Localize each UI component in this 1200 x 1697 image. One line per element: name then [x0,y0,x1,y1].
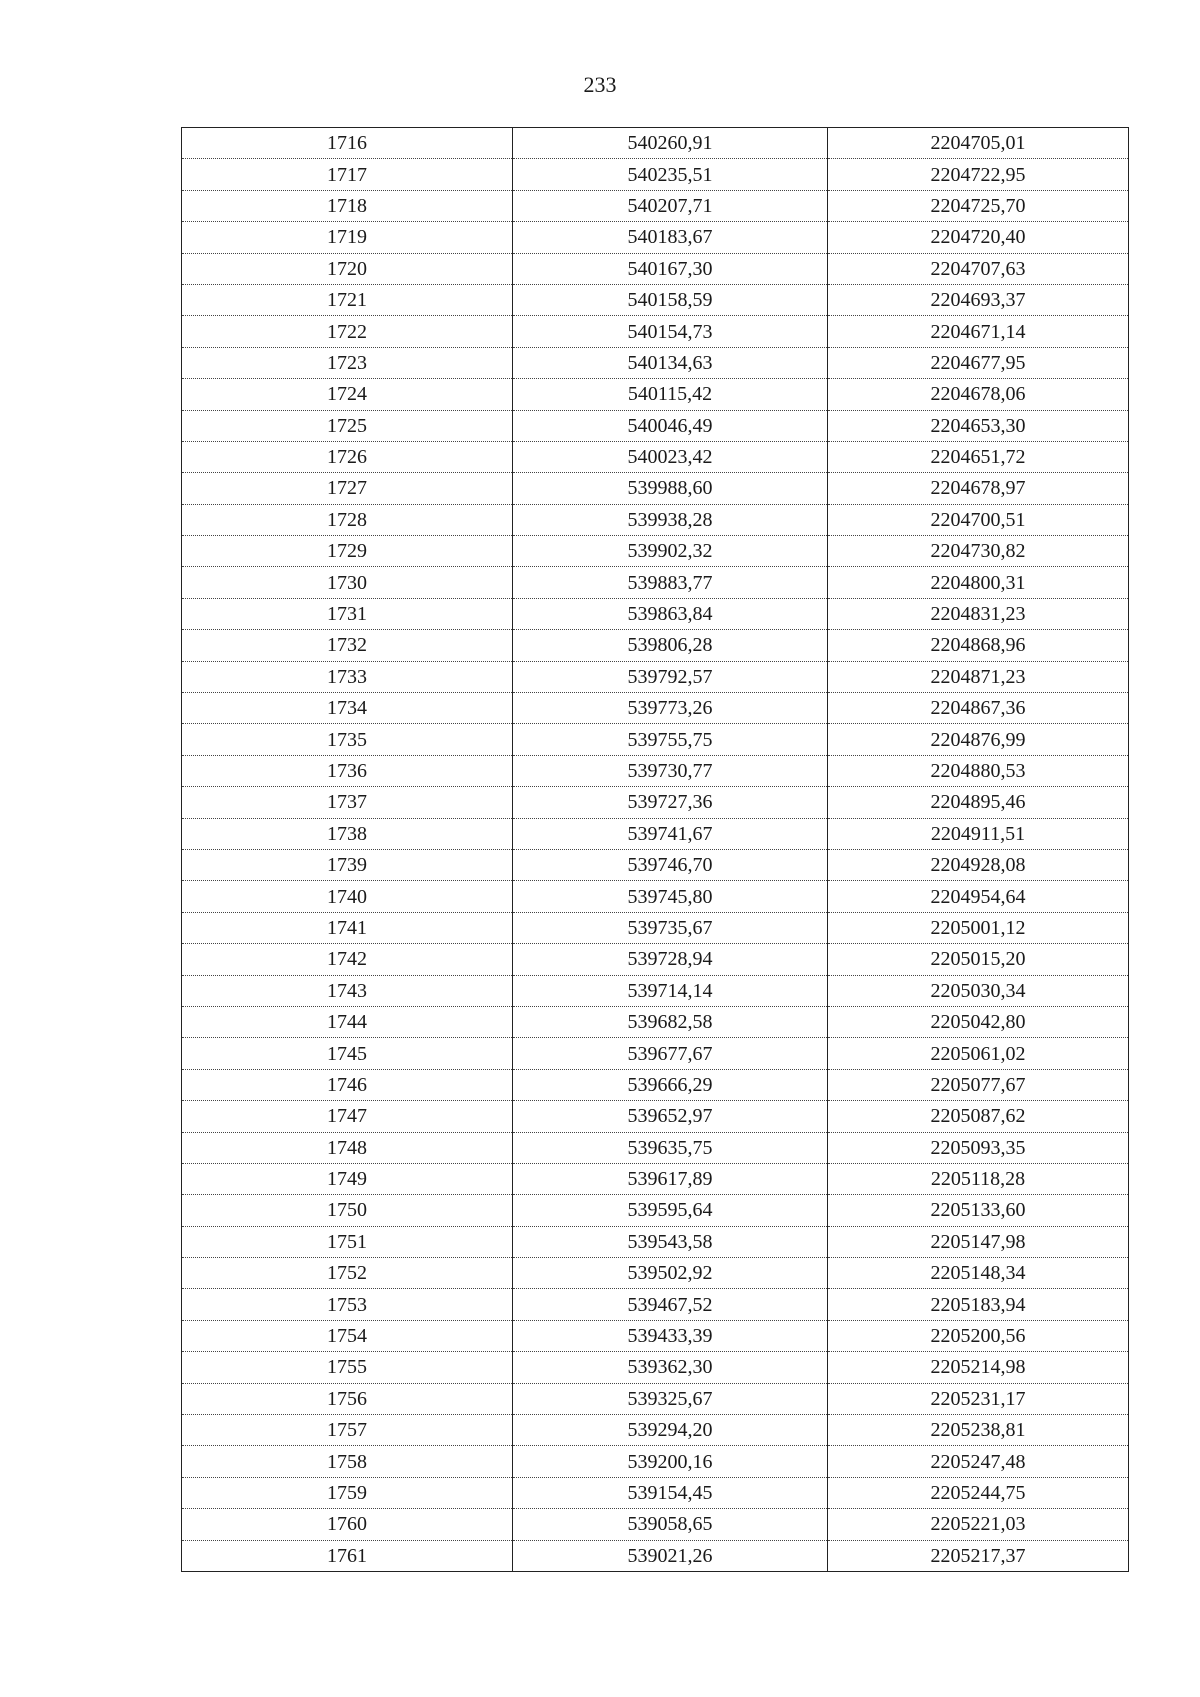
y-coordinate-cell: 2204928,08 [828,849,1129,880]
x-coordinate-cell: 539502,92 [513,1258,828,1289]
table-row [182,441,1129,472]
x-coordinate-cell: 539745,80 [513,881,828,912]
x-coordinate-cell: 540183,67 [513,222,828,253]
point-number-cell: 1716 [182,128,513,159]
point-number-cell: 1741 [182,912,513,943]
point-number-cell: 1746 [182,1069,513,1100]
point-number-cell: 1756 [182,1383,513,1414]
point-number-cell: 1719 [182,222,513,253]
y-coordinate-cell: 2205147,98 [828,1226,1129,1257]
table-row [182,1509,1129,1540]
point-number-cell: 1718 [182,190,513,221]
point-number-cell: 1734 [182,693,513,724]
table-row [182,253,1129,284]
table-row [182,630,1129,661]
point-number-cell: 1755 [182,1352,513,1383]
table-row [182,693,1129,724]
page-number: 233 [583,72,617,97]
y-coordinate-cell: 2204725,70 [828,190,1129,221]
x-coordinate-cell: 539741,67 [513,818,828,849]
point-number-cell: 1733 [182,661,513,692]
table-row [182,1383,1129,1414]
table-row [182,567,1129,598]
y-coordinate-cell: 2205077,67 [828,1069,1129,1100]
y-coordinate-cell: 2204653,30 [828,410,1129,441]
table-row [182,1477,1129,1508]
table-row [182,1101,1129,1132]
point-number-cell: 1753 [182,1289,513,1320]
point-number-cell: 1720 [182,253,513,284]
coordinates-table-body [182,128,1129,1572]
table-row [182,1006,1129,1037]
y-coordinate-cell: 2204868,96 [828,630,1129,661]
table-row [182,912,1129,943]
point-number-cell: 1743 [182,975,513,1006]
x-coordinate-cell: 539635,75 [513,1132,828,1163]
x-coordinate-cell: 540260,91 [513,128,828,159]
x-coordinate-cell: 539325,67 [513,1383,828,1414]
y-coordinate-cell: 2204693,37 [828,284,1129,315]
table-row [182,1226,1129,1257]
point-number-cell: 1732 [182,630,513,661]
point-number-cell: 1721 [182,284,513,315]
point-number-cell: 1757 [182,1415,513,1446]
x-coordinate-cell: 539728,94 [513,944,828,975]
table-row [182,1258,1129,1289]
point-number-cell: 1754 [182,1320,513,1351]
table-row [182,379,1129,410]
table-row [182,128,1129,159]
point-number-cell: 1749 [182,1163,513,1194]
table-row [182,504,1129,535]
x-coordinate-cell: 540235,51 [513,159,828,190]
table-row [182,1195,1129,1226]
table-row [182,316,1129,347]
table-row [182,222,1129,253]
x-coordinate-cell: 539746,70 [513,849,828,880]
table-row [182,1446,1129,1477]
y-coordinate-cell: 2204707,63 [828,253,1129,284]
point-number-cell: 1759 [182,1477,513,1508]
x-coordinate-cell: 539727,36 [513,787,828,818]
y-coordinate-cell: 2205061,02 [828,1038,1129,1069]
table-row [182,818,1129,849]
coordinates-table [181,127,1129,1572]
point-number-cell: 1725 [182,410,513,441]
point-number-cell: 1722 [182,316,513,347]
y-coordinate-cell: 2204831,23 [828,598,1129,629]
x-coordinate-cell: 540154,73 [513,316,828,347]
point-number-cell: 1727 [182,473,513,504]
point-number-cell: 1737 [182,787,513,818]
y-coordinate-cell: 2205087,62 [828,1101,1129,1132]
x-coordinate-cell: 539755,75 [513,724,828,755]
table-row [182,1163,1129,1194]
y-coordinate-cell: 2204700,51 [828,504,1129,535]
point-number-cell: 1736 [182,755,513,786]
x-coordinate-cell: 540167,30 [513,253,828,284]
y-coordinate-cell: 2205148,34 [828,1258,1129,1289]
point-number-cell: 1738 [182,818,513,849]
y-coordinate-cell: 2205118,28 [828,1163,1129,1194]
y-coordinate-cell: 2205238,81 [828,1415,1129,1446]
x-coordinate-cell: 539714,14 [513,975,828,1006]
point-number-cell: 1726 [182,441,513,472]
table-row [182,661,1129,692]
table-row [182,1540,1129,1571]
x-coordinate-cell: 539902,32 [513,536,828,567]
x-coordinate-cell: 540134,63 [513,347,828,378]
point-number-cell: 1750 [182,1195,513,1226]
x-coordinate-cell: 540115,42 [513,379,828,410]
y-coordinate-cell: 2204722,95 [828,159,1129,190]
table-row [182,944,1129,975]
y-coordinate-cell: 2205133,60 [828,1195,1129,1226]
y-coordinate-cell: 2204671,14 [828,316,1129,347]
point-number-cell: 1745 [182,1038,513,1069]
x-coordinate-cell: 539730,77 [513,755,828,786]
table-row [182,1132,1129,1163]
point-number-cell: 1761 [182,1540,513,1571]
table-row [182,1289,1129,1320]
y-coordinate-cell: 2205247,48 [828,1446,1129,1477]
table-row [182,787,1129,818]
x-coordinate-cell: 539543,58 [513,1226,828,1257]
point-number-cell: 1717 [182,159,513,190]
x-coordinate-cell: 539362,30 [513,1352,828,1383]
point-number-cell: 1752 [182,1258,513,1289]
x-coordinate-cell: 539467,52 [513,1289,828,1320]
x-coordinate-cell: 539773,26 [513,693,828,724]
x-coordinate-cell: 539735,67 [513,912,828,943]
y-coordinate-cell: 2204911,51 [828,818,1129,849]
y-coordinate-cell: 2205183,94 [828,1289,1129,1320]
y-coordinate-cell: 2204705,01 [828,128,1129,159]
table-row [182,1352,1129,1383]
y-coordinate-cell: 2205200,56 [828,1320,1129,1351]
x-coordinate-cell: 539595,64 [513,1195,828,1226]
table-row [182,190,1129,221]
table-row [182,473,1129,504]
y-coordinate-cell: 2204954,64 [828,881,1129,912]
y-coordinate-cell: 2204876,99 [828,724,1129,755]
y-coordinate-cell: 2204867,36 [828,693,1129,724]
table-row [182,975,1129,1006]
x-coordinate-cell: 539433,39 [513,1320,828,1351]
point-number-cell: 1747 [182,1101,513,1132]
table-row [182,724,1129,755]
x-coordinate-cell: 539863,84 [513,598,828,629]
point-number-cell: 1735 [182,724,513,755]
y-coordinate-cell: 2204895,46 [828,787,1129,818]
x-coordinate-cell: 539677,67 [513,1038,828,1069]
y-coordinate-cell: 2204871,23 [828,661,1129,692]
y-coordinate-cell: 2204730,82 [828,536,1129,567]
y-coordinate-cell: 2204678,06 [828,379,1129,410]
point-number-cell: 1729 [182,536,513,567]
x-coordinate-cell: 539200,16 [513,1446,828,1477]
table-row [182,849,1129,880]
y-coordinate-cell: 2205231,17 [828,1383,1129,1414]
x-coordinate-cell: 539792,57 [513,661,828,692]
y-coordinate-cell: 2204720,40 [828,222,1129,253]
x-coordinate-cell: 540158,59 [513,284,828,315]
table-row [182,881,1129,912]
table-row [182,755,1129,786]
y-coordinate-cell: 2205214,98 [828,1352,1129,1383]
table-row [182,1069,1129,1100]
x-coordinate-cell: 539988,60 [513,473,828,504]
point-number-cell: 1728 [182,504,513,535]
x-coordinate-cell: 539666,29 [513,1069,828,1100]
x-coordinate-cell: 539294,20 [513,1415,828,1446]
x-coordinate-cell: 539883,77 [513,567,828,598]
y-coordinate-cell: 2204880,53 [828,755,1129,786]
y-coordinate-cell: 2204677,95 [828,347,1129,378]
x-coordinate-cell: 539652,97 [513,1101,828,1132]
x-coordinate-cell: 539617,89 [513,1163,828,1194]
y-coordinate-cell: 2205015,20 [828,944,1129,975]
y-coordinate-cell: 2204800,31 [828,567,1129,598]
point-number-cell: 1744 [182,1006,513,1037]
y-coordinate-cell: 2205042,80 [828,1006,1129,1037]
point-number-cell: 1751 [182,1226,513,1257]
table-row [182,284,1129,315]
table-row [182,347,1129,378]
x-coordinate-cell: 540046,49 [513,410,828,441]
table-row [182,1038,1129,1069]
table-row [182,1320,1129,1351]
point-number-cell: 1742 [182,944,513,975]
y-coordinate-cell: 2205093,35 [828,1132,1129,1163]
y-coordinate-cell: 2205221,03 [828,1509,1129,1540]
x-coordinate-cell: 540207,71 [513,190,828,221]
point-number-cell: 1724 [182,379,513,410]
table-row [182,159,1129,190]
y-coordinate-cell: 2205001,12 [828,912,1129,943]
point-number-cell: 1740 [182,881,513,912]
x-coordinate-cell: 539806,28 [513,630,828,661]
x-coordinate-cell: 539154,45 [513,1477,828,1508]
x-coordinate-cell: 540023,42 [513,441,828,472]
x-coordinate-cell: 539938,28 [513,504,828,535]
x-coordinate-cell: 539682,58 [513,1006,828,1037]
table-row [182,536,1129,567]
x-coordinate-cell: 539021,26 [513,1540,828,1571]
y-coordinate-cell: 2205030,34 [828,975,1129,1006]
point-number-cell: 1758 [182,1446,513,1477]
point-number-cell: 1731 [182,598,513,629]
table-row [182,598,1129,629]
point-number-cell: 1739 [182,849,513,880]
y-coordinate-cell: 2204678,97 [828,473,1129,504]
point-number-cell: 1760 [182,1509,513,1540]
y-coordinate-cell: 2205244,75 [828,1477,1129,1508]
point-number-cell: 1748 [182,1132,513,1163]
point-number-cell: 1723 [182,347,513,378]
table-row [182,410,1129,441]
y-coordinate-cell: 2204651,72 [828,441,1129,472]
y-coordinate-cell: 2205217,37 [828,1540,1129,1571]
point-number-cell: 1730 [182,567,513,598]
x-coordinate-cell: 539058,65 [513,1509,828,1540]
table-row [182,1415,1129,1446]
